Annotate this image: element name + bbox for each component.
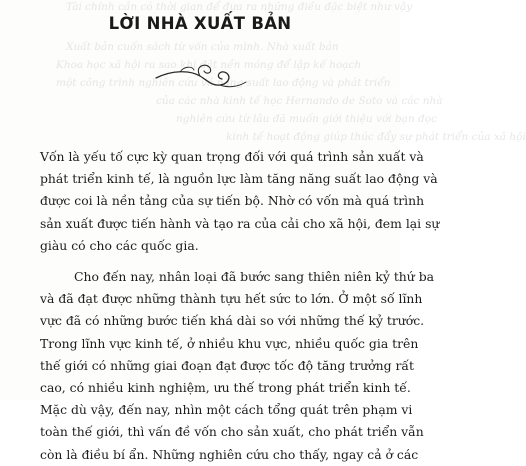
- ghost-line: Khoa học xã hội ra sao khi đặt nền móng để lập kế hoạch: [56, 59, 362, 71]
- text-line: phát triển kinh tế, là nguồn lực làm tăng năng suất lao động và: [40, 171, 438, 187]
- ghost-line: kinh tế hoạt động giúp thúc đẩy sự phát triển của xã hội: [226, 131, 526, 143]
- text-line: thế giới có những giai đoạn đạt được tốc độ tăng trưởng rất: [40, 357, 414, 373]
- ghost-line: Xuất bản cuốn sách từ vốn của mình. Nhà xuất bản: [66, 41, 339, 53]
- body-text: [40, 146, 440, 466]
- ghost-line: của các nhà kinh tế học Hernando de Soto và các nhà: [156, 95, 443, 107]
- ghost-line: nghiên cứu từ lâu đã muốn giới thiệu với bạn đọc: [176, 113, 437, 125]
- text-line: cao, có nhiều kinh nghiệm, ưu thế trong phát triển kinh tế.: [40, 380, 411, 396]
- ghost-line: Tài chính cần có thời gian để đưa ra những điều đặc biệt như vậy: [66, 1, 413, 13]
- text-line: Mặc dù vậy, đến nay, nhìn một cách tổng quát trên phạm vi: [40, 402, 413, 418]
- text-line: toàn thế giới, thì vấn đề vốn cho sản xuất, cho phát triển vẫn: [40, 424, 424, 440]
- text-line: giàu có cho các quốc gia.: [40, 237, 199, 253]
- text-line: Vốn là yếu tố cực kỳ quan trọng đối với quá trình sản xuất và: [40, 149, 424, 164]
- paragraph: [40, 266, 435, 466]
- paragraph: [40, 146, 440, 257]
- ghost-line: một công trình nghiên cứu về năng suất lao động và phát triển: [56, 77, 391, 89]
- page-title: LỜI NHÀ XUẤT BẢN: [108, 14, 292, 33]
- flourish-ornament: [150, 58, 250, 90]
- text-line: vực đã có những bước tiến khá dài so với những thế kỷ trước.: [40, 313, 425, 329]
- text-line: Cho đến nay, nhân loại đã bước sang thiên niên kỷ thứ ba: [74, 269, 435, 285]
- text-line: sản xuất được tiến hành và tạo ra của cải cho xã hội, đem lại sự: [40, 215, 440, 231]
- text-line: được coi là nền tảng của sự tiến bộ. Nhờ có vốn mà quá trình: [40, 193, 425, 209]
- text-line: và đã đạt được những thành tựu hết sức to lớn. Ở một số lĩnh: [40, 291, 423, 307]
- text-line: còn là điều bí ẩn. Những nghiên cứu cho thấy, ngay cả ở các: [40, 446, 419, 462]
- text-line: Trong lĩnh vực kinh tế, ở nhiều khu vực, nhiều quốc gia trên: [40, 335, 419, 351]
